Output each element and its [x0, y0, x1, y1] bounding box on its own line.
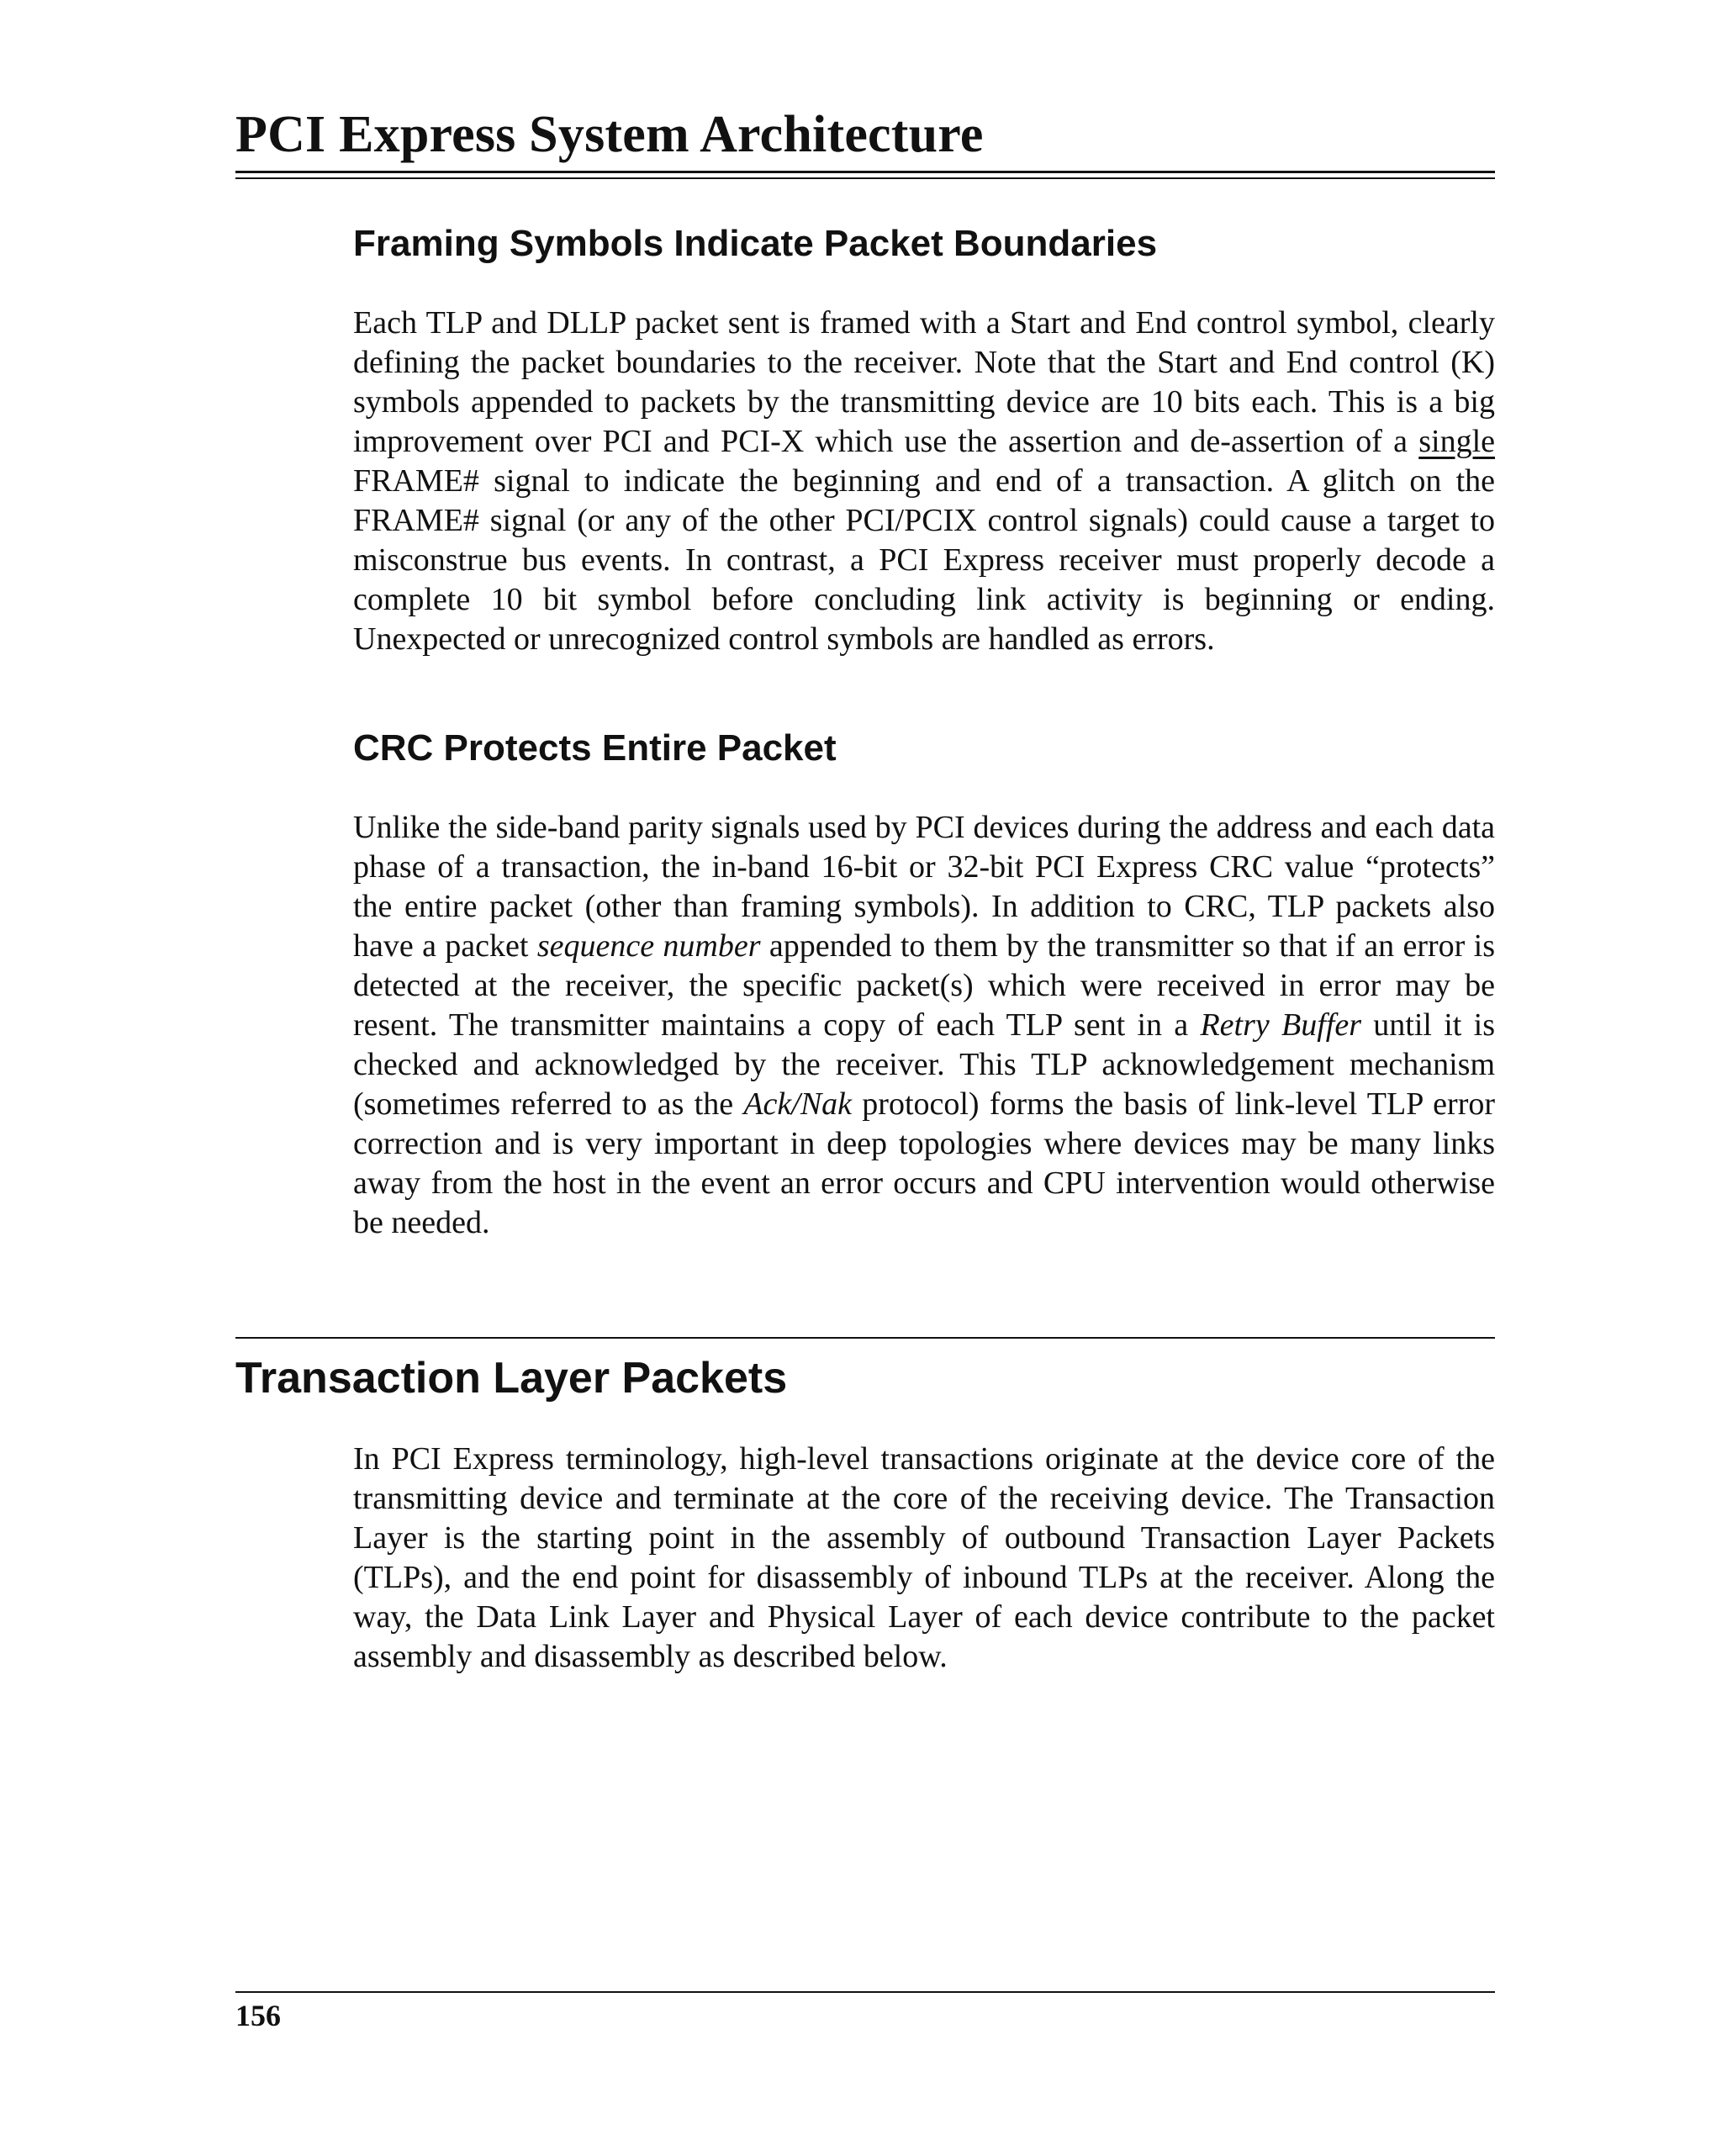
header-rule-thin [235, 177, 1495, 179]
framing-section [353, 220, 1495, 267]
page-number: 156 [235, 1999, 281, 2032]
framing-paragraph [353, 304, 1495, 659]
framing-text-b: FRAME# signal to indicate the beginning and end of a transaction. A glitch on the FRAME# signal (or any of the other PCI/PCIX control signals) could cause a target to misconstrue bus events. In contrast, a PCI Express receiver must properly decode a complete 10 bit symbol before concluding link activity is beginning or ending. Unexpected or unrecognized control symbols are handled as errors. [353, 463, 1495, 657]
tlp-body [353, 1440, 1495, 1677]
crc-text-d: protocol) forms the basis of link-level TLP error correction and is very important in deep topologies where devices may be many links away from the host in the event an error occurs and CPU intervention would otherwise be needed. [353, 1086, 1496, 1240]
crc-text-b: appended to them by the transmitter so that if an error is detected at the receiver, the specific packet(s) which were received in error may be resent. The transmitter maintains a copy of each TLP sent in a [353, 928, 1496, 1043]
header-rule-thick [235, 171, 1495, 173]
crc-section [353, 725, 1495, 772]
tlp-heading: Transaction Layer Packets [235, 1354, 788, 1403]
framing-body [353, 304, 1495, 659]
crc-text-a: Unlike the side-band parity signals used by PCI devices during the address and each data phase of a transaction, the in-band 16-bit or 32-bit PCI Express CRC value “protects” the entire packet (other than framing symbols). In addition to CRC, TLP packets also have a packet [353, 810, 1495, 964]
crc-heading: CRC Protects Entire Packet [353, 727, 837, 769]
crc-retry-buffer: Retry Buffer [1200, 1007, 1362, 1043]
tlp-paragraph: In PCI Express terminology, high-level transactions originate at the device core of the transmitting device and terminate at the core of the receiving device. The Transaction Layer is the starting point in the assembly of outbound Transaction Layer Packets (TLPs), and the end point for disassembly of inbound TLPs at the receiver. Along the way, the Data Link Layer and Physical Layer of each device contribute to the packet assembly and disassembly as described below. [353, 1441, 1495, 1674]
crc-paragraph [353, 808, 1495, 1243]
framing-text-a: Each TLP and DLLP packet sent is framed with a Start and End control symbol, clearly defining the packet boundaries to the receiver. Note that the Start and End control (K) symbols appended to packets by the transmitting device are 10 bits each. This is a big improvement over PCI and PCI-X which use the assertion and de-assertion of a [353, 305, 1495, 459]
running-head: PCI Express System Architecture [235, 106, 984, 163]
section-rule [235, 1337, 1495, 1339]
crc-text-c: until it is checked and acknowledged by the receiver. This TLP acknowledgement mechanism (sometimes referred to as the [353, 1007, 1495, 1122]
footer-rule [235, 1991, 1495, 1993]
crc-ack-nak: Ack/Nak [743, 1086, 853, 1122]
framing-single-underlined: single [1418, 424, 1495, 459]
crc-sequence-number: sequence number [536, 928, 761, 964]
framing-heading: Framing Symbols Indicate Packet Boundaries [353, 223, 1158, 264]
crc-body [353, 808, 1495, 1243]
